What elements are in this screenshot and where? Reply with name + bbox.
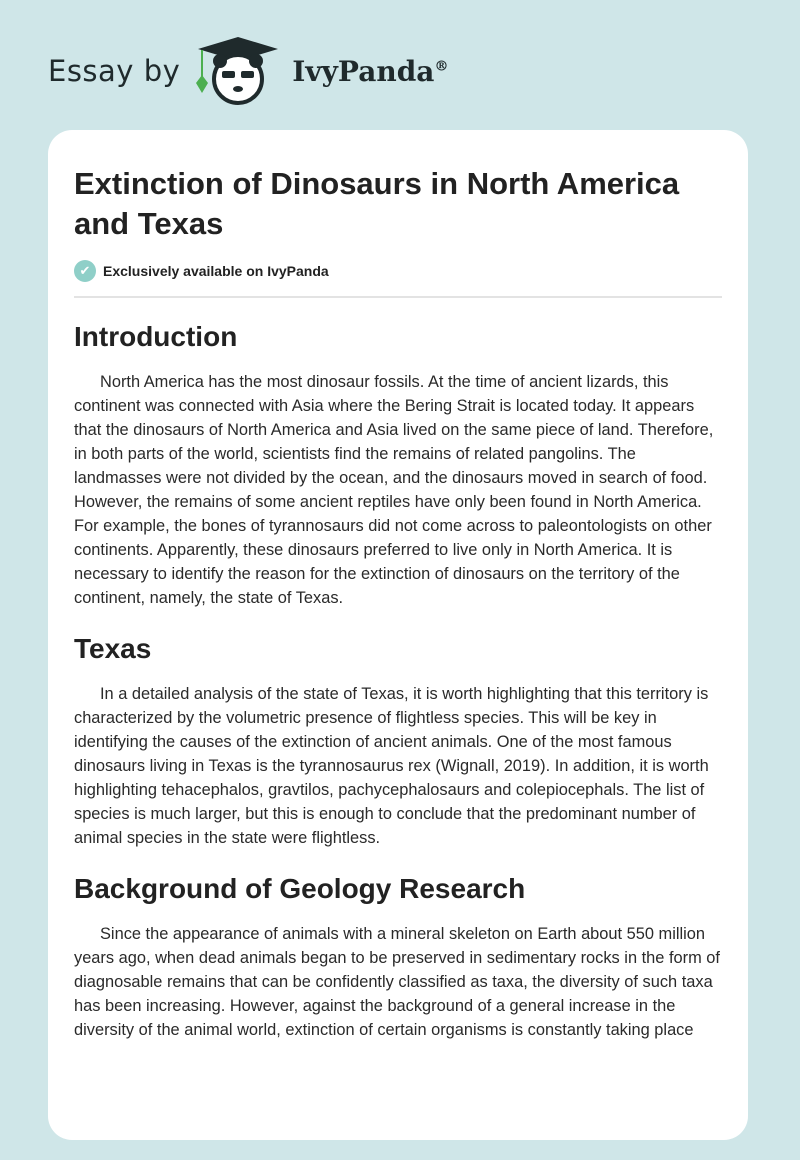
section-paragraph: North America has the most dinosaur fossils. At the time of ancient lizards, this continent was connected with Asia where the Bering Strait is located today. It appears that the dinosaurs of North America and Asia lived on the same piece of land. Therefore, in both parts of the world, scientists find the remains of related pangolins. The landmasses were not divided by the ocean, and the dinosaurs moved in search of food. However, the remains of some ancient reptiles have only been found in North America. For example, the bones of tyrannosaurs did not come across to paleontologists on other continents. Apparently, these dinosaurs preferred to live only in North America. It is necessary to identify the reason for the extinction of dinosaurs on the territory of the continent, namely, the state of Texas. bbox=[74, 373, 714, 607]
section-paragraph: In a detailed analysis of the state of Texas, it is worth highlighting that this territory is characterized by the volumetric presence of flightless species. This will be key in identifying the causes of the extinction of ancient animals. One of the most famous dinosaurs living in Texas is the tyrannosaurus rex (Wignall, 2019). In addition, it is worth highlighting tehacephalos, gravtilos, pachycephalosaurs and colepiocephals. The list of species is much larger, but this is enough to conclude that the predominant number of animal species in the state were flightless. bbox=[74, 685, 709, 847]
brand-text: IvyPanda bbox=[292, 54, 435, 88]
section-heading: Introduction bbox=[74, 321, 238, 352]
section-heading: Background of Geology Research bbox=[74, 873, 526, 904]
brand-name[interactable] bbox=[292, 55, 448, 88]
exclusive-badge bbox=[74, 260, 722, 298]
section-heading: Texas bbox=[74, 633, 152, 664]
check-icon: ✔ bbox=[74, 260, 96, 282]
page-title: Extinction of Dinosaurs in North America and Texas bbox=[74, 166, 680, 241]
essay-by-label: Essay by bbox=[48, 54, 181, 88]
registered-mark: ® bbox=[434, 58, 449, 75]
panda-logo-icon[interactable] bbox=[194, 35, 282, 107]
essay-card bbox=[48, 130, 748, 1140]
badge-label: Exclusively available on IvyPanda bbox=[103, 263, 329, 279]
site-header bbox=[48, 36, 448, 106]
section-paragraph: Since the appearance of animals with a mineral skeleton on Earth about 550 million years ago, when dead animals began to be preserved in sedimentary rocks in the form of diagnosable remains that can be confidently classified as taxa, the diversity of such taxa has been increasing. However, against the background of a general increase in the diversity of the animal world, extinction of certain organisms is constantly taking place bbox=[74, 925, 720, 1039]
